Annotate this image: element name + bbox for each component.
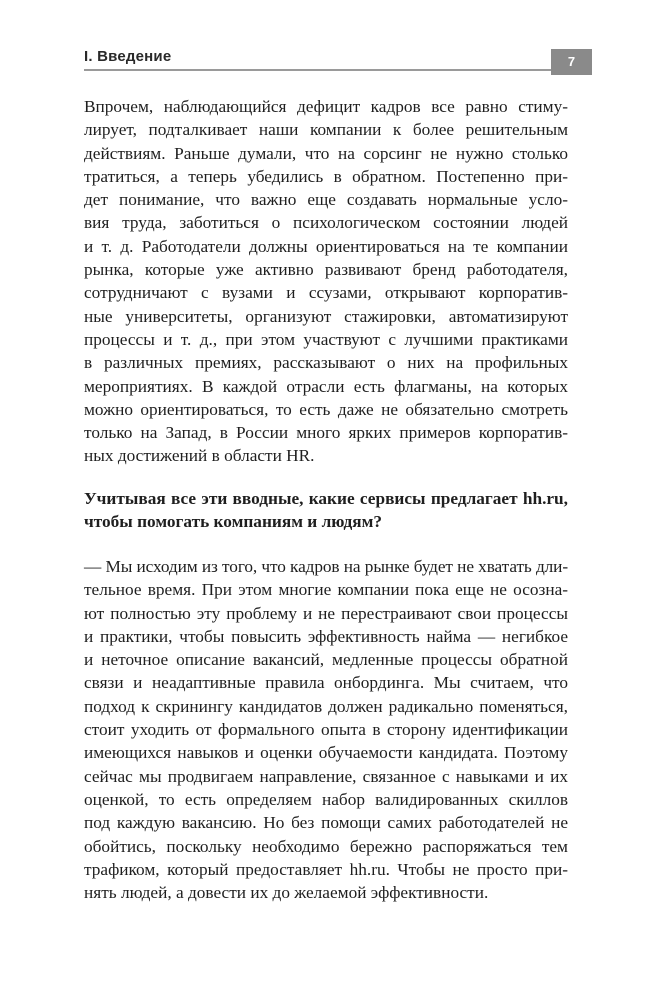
text-line: в различных премиях, рассказывают о них на профильных xyxy=(84,353,568,373)
text-line: ют полностью эту проблему и не перестраивают свои процессы xyxy=(84,603,568,623)
text-line: связи и неадаптивные правила онбординга. Мы считаем, что xyxy=(84,673,568,693)
text-line: сотрудничают с вузами и ссузами, открывают корпоратив- xyxy=(84,283,568,303)
text-line: трафиком, который предоставляет hh.ru. Чтобы не просто при- xyxy=(84,859,568,879)
body-paragraph xyxy=(84,95,568,468)
text-line: процессы и т. д., при этом участвуют с лучшими практиками xyxy=(84,329,568,349)
text-line: можно ориентироваться, то есть даже не обязательно смотреть xyxy=(84,399,568,419)
text-line: нять людей, а довести их до желаемой эффективности. xyxy=(84,883,489,903)
text-line: сейчас мы продвигаем направление, связанное с навыками и их xyxy=(84,766,568,786)
text-line: ные университеты, организуют стажировки, автоматизируют xyxy=(84,306,568,326)
text-line: действиям. Раньше думали, что на сорсинг не нужно столько xyxy=(84,143,568,163)
text-line: тратиться, а теперь убедились в обратном. Постепенно при- xyxy=(84,166,568,186)
text-line: оценкой, то есть определяем набор валидированных скиллов xyxy=(84,789,568,809)
running-head-chapter: I. Введение xyxy=(84,48,172,65)
header-rule xyxy=(84,69,551,71)
text-line: под каждую вакансию. Но без помощи самих работодателей не xyxy=(84,813,568,833)
text-line: обойтись, поскольку необходимо бережно распоряжаться тем xyxy=(84,836,568,856)
text-line: дет понимание, что важно еще создавать нормальные усло- xyxy=(84,190,568,210)
text-line: стоит уходить от формального опыта в сторону идентификации xyxy=(84,720,568,740)
question-line: чтобы помогать компаниям и людям? xyxy=(84,512,382,532)
text-line: имеющихся навыков и оценки обучаемости кандидата. Поэтому xyxy=(84,743,568,763)
text-line: Впрочем, наблюдающийся дефицит кадров все равно стиму- xyxy=(84,97,568,116)
text-line: — Мы исходим из того, что кадров на рынке будет не хватать дли- xyxy=(84,557,568,576)
question-line: Учитывая все эти вводные, какие сервисы предлагает hh.ru, xyxy=(84,489,568,508)
text-line: и практики, чтобы повысить эффективность найма — негибкое xyxy=(84,626,568,646)
text-line: подход к скринингу кандидатов должен радикально поменяться, xyxy=(84,696,568,716)
text-line: вия труда, заботиться о психологическом состоянии людей xyxy=(84,213,568,233)
interview-answer xyxy=(84,555,568,904)
text-line: ных достижений в области HR. xyxy=(84,446,315,466)
text-line: и неточное описание вакансий, медленные процессы обратной xyxy=(84,650,568,670)
interview-question xyxy=(84,487,568,534)
text-line: рынка, которые уже активно развивают бренд работодателя, xyxy=(84,260,568,280)
text-line: мероприятиях. В каждой отрасли есть флагманы, на которых xyxy=(84,376,568,396)
text-line: лирует, подталкивает наши компании к более решительным xyxy=(84,120,568,140)
page-number: 7 xyxy=(551,49,592,75)
text-line: и т. д. Работодатели должны ориентироваться на те компании xyxy=(84,236,568,256)
text-line: только на Запад, в России много ярких примеров корпоратив- xyxy=(84,423,568,443)
text-line: тельное время. При этом многие компании пока еще не осозна- xyxy=(84,580,568,600)
